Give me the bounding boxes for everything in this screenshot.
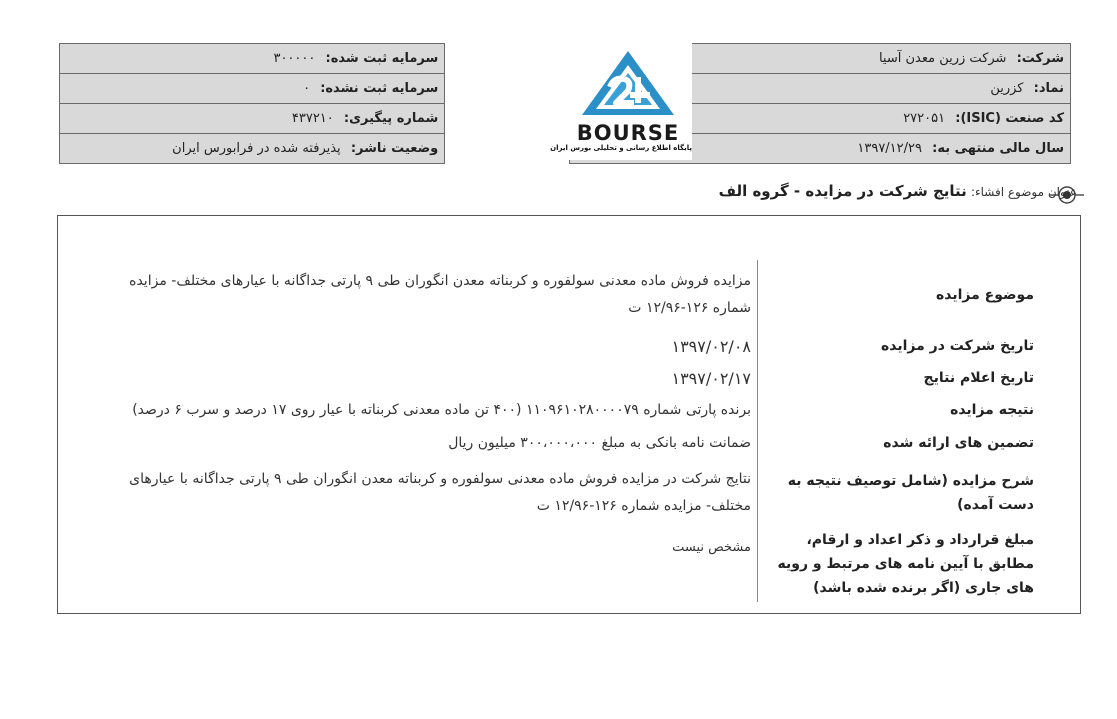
- detail-row-guarantee: [100, 426, 1040, 460]
- symbol-label: نماد:: [1033, 81, 1064, 96]
- tracking-value: ۴۳۷۲۱۰: [291, 111, 334, 126]
- unregistered-capital-value: ۰: [303, 81, 311, 96]
- isic-value: ۲۷۲۰۵۱: [903, 111, 946, 126]
- logo-spacer: [445, 74, 570, 104]
- bourse-logo-icon: [564, 43, 692, 123]
- registered-capital-value: ۳۰۰۰۰۰: [273, 51, 316, 66]
- announcement-date-value: ۱۳۹۷/۰۲/۱۷: [671, 368, 751, 388]
- detail-row-result: [100, 394, 1040, 426]
- company-value: شرکت زرین معدن آسیا: [878, 51, 1007, 66]
- logo-spacer: [445, 104, 570, 134]
- subject-title: نتایج شرکت در مزایده - گروه الف: [718, 182, 967, 200]
- disclosure-subject: [719, 182, 1077, 200]
- contract-amount-label: مبلغ قرارداد و ذکر اعداد و ارقام، مطابق با آیین نامه های مرتبط و رویه های جاری (اگر برنده شده باشد): [758, 526, 1041, 602]
- participation-date-value: ۱۳۹۷/۰۲/۰۸: [671, 336, 751, 356]
- result-value: برنده پارتی شماره ۱۱۰۹۶۱۰۲۸۰۰۰۰۷۹ (۴۰۰ تن ماده معدنی کربناته با عیار روی ۱۷ درصد و سرب ۶ درصد): [132, 401, 751, 418]
- logo-spacer: [445, 44, 570, 74]
- result-label: نتیجه مزایده: [758, 394, 1041, 426]
- guarantee-value: ضمانت نامه بانکی به مبلغ ۳۰۰،۰۰۰،۰۰۰ میلیون ریال: [448, 434, 751, 451]
- publisher-status-cell: [60, 134, 445, 164]
- description-label: شرح مزایده (شامل توصیف نتیجه به دست آمده): [758, 460, 1041, 526]
- detail-row-contract-amount: [100, 526, 1040, 602]
- detail-row-description: [100, 460, 1040, 526]
- auction-subject-value: مزایده فروش ماده معدنی سولفوره و کربناته معدن انگوران طی ۹ پارتی جداگانه با عیارهای مختلف- مزایده شماره ۱۲۶-۱۲/۹۶ ت: [129, 273, 751, 316]
- company-label: شرکت:: [1016, 51, 1064, 66]
- bourse-logo: [550, 43, 692, 160]
- detail-row-subject: [100, 260, 1040, 330]
- publisher-status-value: پذیرفته شده در فرابورس ایران: [172, 141, 341, 156]
- unregistered-capital-cell: [60, 74, 445, 104]
- registered-capital-label: سرمایه ثبت شده:: [325, 51, 439, 66]
- tracking-cell: [60, 104, 445, 134]
- auction-details-table: [100, 260, 1040, 602]
- participation-date-label: تاریخ شرکت در مزایده: [758, 330, 1041, 362]
- logo-brand-text: BOURSE: [576, 121, 680, 145]
- tracking-label: شماره پیگیری:: [343, 111, 439, 126]
- registered-capital-cell: [60, 44, 445, 74]
- unregistered-capital-label: سرمایه ثبت نشده:: [320, 81, 439, 96]
- guarantee-label: تضمین های ارائه شده: [758, 426, 1041, 460]
- logo-tagline: پایگاه اطلاع رسانی و تحلیلی بورس ایران: [550, 144, 692, 152]
- publisher-status-label: وضعیت ناشر:: [350, 141, 439, 156]
- auction-subject-label: موضوع مزایده: [758, 260, 1041, 330]
- symbol-value: کزرین: [990, 81, 1024, 96]
- announcement-date-label: تاریخ اعلام نتایج: [758, 362, 1041, 394]
- isic-label: کد صنعت (ISIC):: [955, 111, 1064, 126]
- fiscal-value: ۱۳۹۷/۱۲/۲۹: [857, 141, 922, 156]
- detail-row-participation-date: [100, 330, 1040, 362]
- fiscal-label: سال مالی منتهی به:: [932, 141, 1064, 156]
- detail-row-announcement-date: [100, 362, 1040, 394]
- contract-amount-value: مشخص نیست: [672, 540, 751, 555]
- auction-details-box: [57, 215, 1081, 614]
- description-value: نتایج شرکت در مزایده فروش ماده معدنی سولفوره و کربناته معدن انگوران طی ۹ پارتی جداگانه با عیارهای مختلف- مزایده شماره ۱۲۶-۱۲/۹۶ ت: [129, 471, 751, 514]
- subject-label: عنوان موضوع افشاء:: [970, 185, 1077, 199]
